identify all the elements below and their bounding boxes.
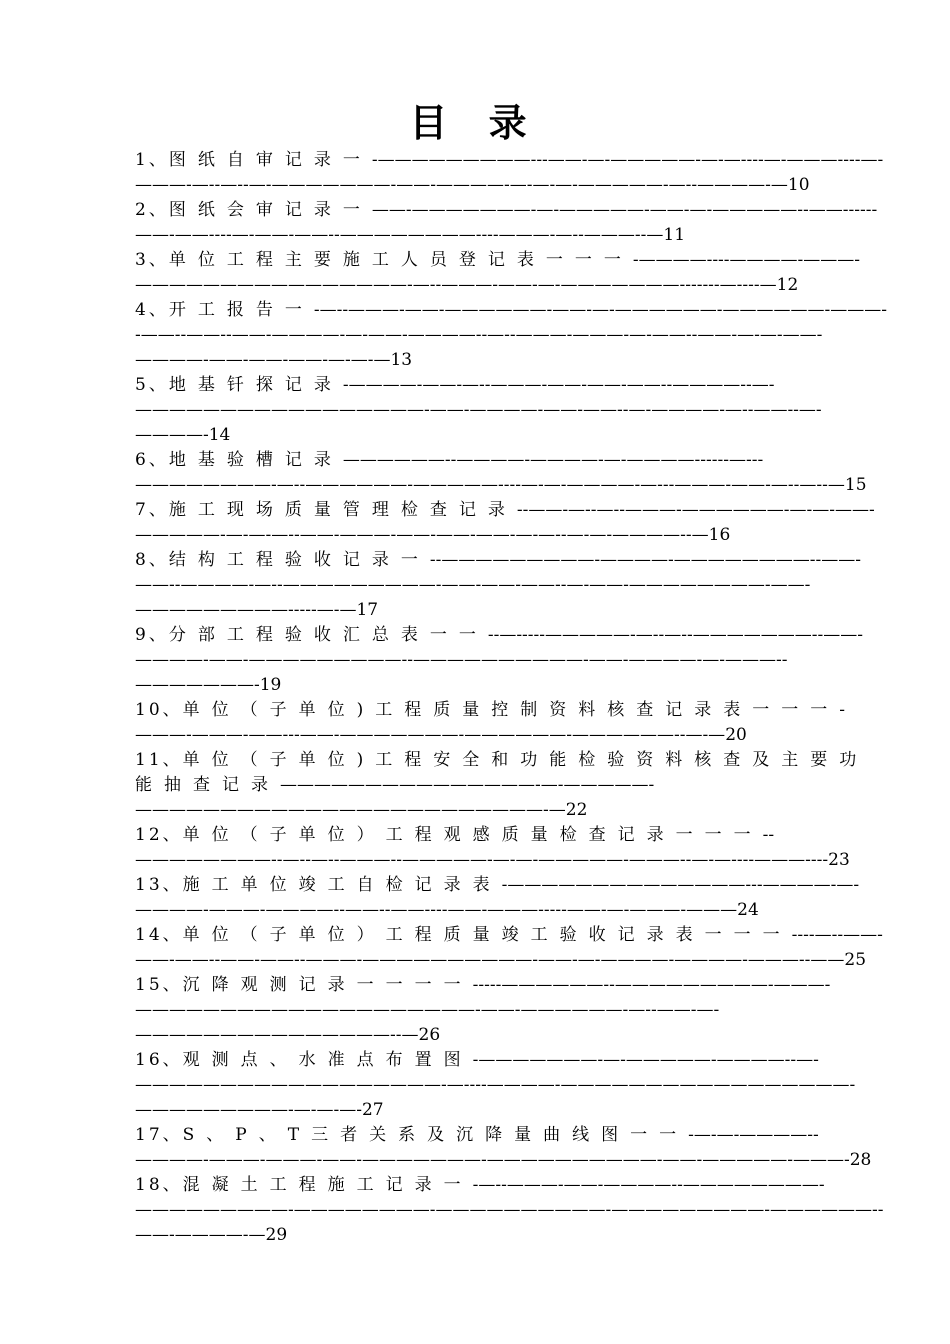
toc-entry-16[interactable]: 16、观测点、水准点布置图-———————-—-—————-————--—-——————————————————-—----————-—————————————————-—————————-—-—-—-27 xyxy=(135,1050,856,1120)
toc-leader: -—--———-——-——————-——-—-——————-——————-———--——--——--——-————-—-——-————--—--———-———-—-——--——-—-—-——-————-——-——-——-—-—-— xyxy=(135,300,888,370)
toc-page-number: 12 xyxy=(776,275,799,295)
toc-leader: --——-—--—--———-——————-—-—-——-—————-—-—-—--——-———-——-——-——-—-—--—-—-————--— xyxy=(135,500,875,545)
toc-page-number: 11 xyxy=(663,225,686,245)
toc-entry-title: 图纸会审记录一 xyxy=(168,200,372,220)
toc-entry-1[interactable]: 1、图纸自审记录一-—————————---——-—-—————-—-—----—-———----—-———-—--—--—-———————-——-————-—-—-—-—————-—--————-—10 xyxy=(135,150,884,195)
toc-entry-title: 结构工程验收记录一 xyxy=(168,550,430,570)
toc-entry-title: 沉降观测记录一一一一 xyxy=(182,975,473,995)
toc-page-number: 26 xyxy=(418,1025,441,1045)
toc-entry-12[interactable]: 12、单位（子单位）工程观感质量检查记录一一一--————————--—--—--———--—————-—-—-—————-———--—-—----———----23 xyxy=(135,825,850,870)
toc-entry-title: 地基验槽记录 xyxy=(168,450,343,470)
toc-entry-5[interactable]: 5、地基钎探记录-————-——-—--———-——-——-——--————--—-—————————————————-——-————-——-——--—-————-—--——--—-————-14 xyxy=(135,375,822,445)
toc-entry-9[interactable]: 9、分部工程验收汇总表一一--—-----—————-—--—--———————--——-————-——-—————————--——————————-——-————-—-———--———————-19 xyxy=(135,625,863,695)
toc-leader: ———————————————-—-—————-————————————————————————-— xyxy=(135,775,655,820)
toc-leader: -—————————---——-—-—————-—-—----—-———----—-———-—--—--—-———————-——-————-—-—-—-—————-—--————-— xyxy=(135,150,884,195)
toc-leader: --—-----—————-—--—--———————--——-————-——-—————————--——————————-——-————-—-———--——————— xyxy=(135,625,863,695)
toc-leader: -———-———-——---——-———————-——————-——————--—-— xyxy=(135,700,846,745)
toc-page-number: 10 xyxy=(787,175,810,195)
toc-leader: --—————————-————-————————--——-——--————-—--—————————-——-——-——--—-——-————————-——-—————————-----—-— xyxy=(135,550,862,620)
toc-entry-10[interactable]: 10、单位（子单位)工程质量控制资料核查记录表一一一-———-———-——---——-———————-——————-——————--—-—20 xyxy=(135,700,846,745)
toc-entry-title: 分部工程验收汇总表一一 xyxy=(168,625,488,645)
toc-leader: -————-——-—--———-——-——-——--————--—-—————————————————-——-————-——-——--—-————-—--——--—-———— xyxy=(135,375,822,445)
toc-entry-title: 施工现场质量管理检查记录 xyxy=(168,500,517,520)
toc-leader: -———————-—-—————-————--—-——————————————————-—----————-—————————————————-—————————-—-—-— xyxy=(135,1050,856,1120)
toc-page-number: 25 xyxy=(844,950,867,970)
toc-page-number: 22 xyxy=(565,800,588,820)
toc-page-number: 13 xyxy=(390,350,413,370)
toc-leader: ——————--————-————-—-————------—---————————-—--——————-—————----—-—-————-—---———-——-—--—--— xyxy=(135,450,845,495)
toc-leader: --————————--—--—--———--—————-—-—-—————-———--—-—----———---- xyxy=(135,825,829,870)
toc-page-number: 20 xyxy=(725,725,747,745)
toc-entry-17[interactable]: 17、S、P、T三者关系及沉降量曲线图一一-—-—-————--————-———-———-——-———————-——————————-——-—————-———-28 xyxy=(135,1125,872,1170)
toc-leader: -————----————-———-————————————————-—--———-——-—-———————-------—----— xyxy=(135,250,861,295)
toc-entry-title: 施工单位竣工自检记录表 xyxy=(182,875,502,895)
toc-entry-6[interactable]: 6、地基验槽记录——————--————-————-—-————------—---————————-—--——————-—————----—-—-————-—---———-——-—--—--—15 xyxy=(135,450,867,495)
toc-page-number: 16 xyxy=(708,525,731,545)
toc-entry-title: 单位（子单位）工程观感质量检查记录一一一 xyxy=(182,825,763,845)
toc-entry-8[interactable]: 8、结构工程验收记录一--—————————-————-————————--——-——--————-—--—————————-——-——-——--—-——-————————-——-—————————-----—-—17 xyxy=(135,550,862,620)
toc-page-number: -19 xyxy=(254,675,282,695)
toc-entry-title: S、P、T三者关系及沉降量曲线图一一 xyxy=(182,1125,689,1145)
toc-page-number: 23 xyxy=(828,850,850,870)
toc-leader: -----——————--—————————-———-————————————————————-——-——————-—--——-—-———————————————--— xyxy=(135,975,831,1045)
toc-leader: -——————————————---————-—-————-———-————--——--——----——-———-----——-—-———-——— xyxy=(135,875,860,920)
toc-leader: ----—--——-——-——--——-——--———-——————————-——-—-————-————-———--—— xyxy=(135,925,883,970)
toc-entry-title: 地基钎探记录 xyxy=(168,375,343,395)
toc-page-number: -27 xyxy=(356,1100,384,1120)
toc-entry-3[interactable]: 3、单位工程主要施工人员登记表一一一-————----————-———-————————————————-—--———-——-—-———————-------—----—12 xyxy=(135,250,861,295)
toc-entry-18[interactable]: 18、混凝土工程施工记录一-—--———-——-————--————————-—————————-————————-——————————-—————————-——————--——-————-—29 xyxy=(135,1175,884,1245)
toc-entry-2[interactable]: 2、图纸会审记录一——-———————-—-—————-——-—-—————--——------——-——----—-——-——--————————----———-—--———--—11 xyxy=(135,200,878,245)
toc-page-number: 29 xyxy=(265,1225,288,1245)
page-title: 目 录 xyxy=(409,100,541,145)
toc-entry-title: 单位（子单位）工程质量竣工验收记录表一一一 xyxy=(182,925,792,945)
toc-entry-11[interactable]: 11、单位（子单位)工程安全和功能检验资料核查及主要功能抽查记录———————————————-—-—————-————————————————————————-—22 xyxy=(135,750,869,820)
toc-entry-14[interactable]: 14、单位（子单位）工程质量竣工验收记录表一一一----—--——-——-——--——-——--———-——————————-——-—-————-————-———--——25 xyxy=(135,925,883,970)
toc-entry-title: 单位（子单位)工程安全和功能检验资料核查及主要功能抽查记录 xyxy=(135,750,869,795)
toc-entry-13[interactable]: 13、施工单位竣工自检记录表-——————————————---————-—-————-———-————--——--——----——-———-----——-—-———-———24 xyxy=(135,875,860,920)
toc-entry-title: 单位工程主要施工人员登记表一一一 xyxy=(168,250,633,270)
toc-page-number: 24 xyxy=(737,900,759,920)
toc-entry-15[interactable]: 15、沉降观测记录一一一一-----——————--—————————-———-————————————————————-——-——————-—--——-—-———————————————--—26 xyxy=(135,975,831,1045)
toc-page-number: 17 xyxy=(356,600,379,620)
toc-entry-7[interactable]: 7、施工现场质量管理检查记录--——-—--—--———-——————-—-—-——-—————-—-—-—--——-———-——-——-——-—-—--—-—-————--—16 xyxy=(135,500,875,545)
toc-entry-4[interactable]: 4、开工报告一-—--———-——-——————-——-—-——————-——————-———--——--——--——-————-—-——-————--—--———-———-—-——--——-—-—-——-————-——-——-——-—-—-—13 xyxy=(135,300,888,370)
toc-page-number: -28 xyxy=(843,1150,872,1170)
toc-leader: -—--———-——-————--————————-—————————-————————-——————————-—————————-——————--——-————-— xyxy=(135,1175,884,1245)
toc-entry-title: 开工报告一 xyxy=(168,300,314,320)
toc-leader: ——-———————-—-—————-——-—-—————--——------——-——----—-——-——--————————----———-—--———--— xyxy=(135,200,878,245)
toc-entry-title: 单位（子单位)工程质量控制资料核查记录表一一一 xyxy=(182,700,840,720)
toc-entry-title: 观测点、水准点布置图 xyxy=(182,1050,473,1070)
toc-page-number: -14 xyxy=(203,425,231,445)
toc-page-number: 15 xyxy=(844,475,867,495)
toc-entry-title: 图纸自审记录一 xyxy=(168,150,372,170)
toc-entry-title: 混凝土工程施工记录一 xyxy=(182,1175,473,1195)
toc-list xyxy=(135,148,887,1248)
toc-leader: -—-—-————--————-———-———-——-———————-——————————-——-—————-——— xyxy=(135,1125,844,1170)
